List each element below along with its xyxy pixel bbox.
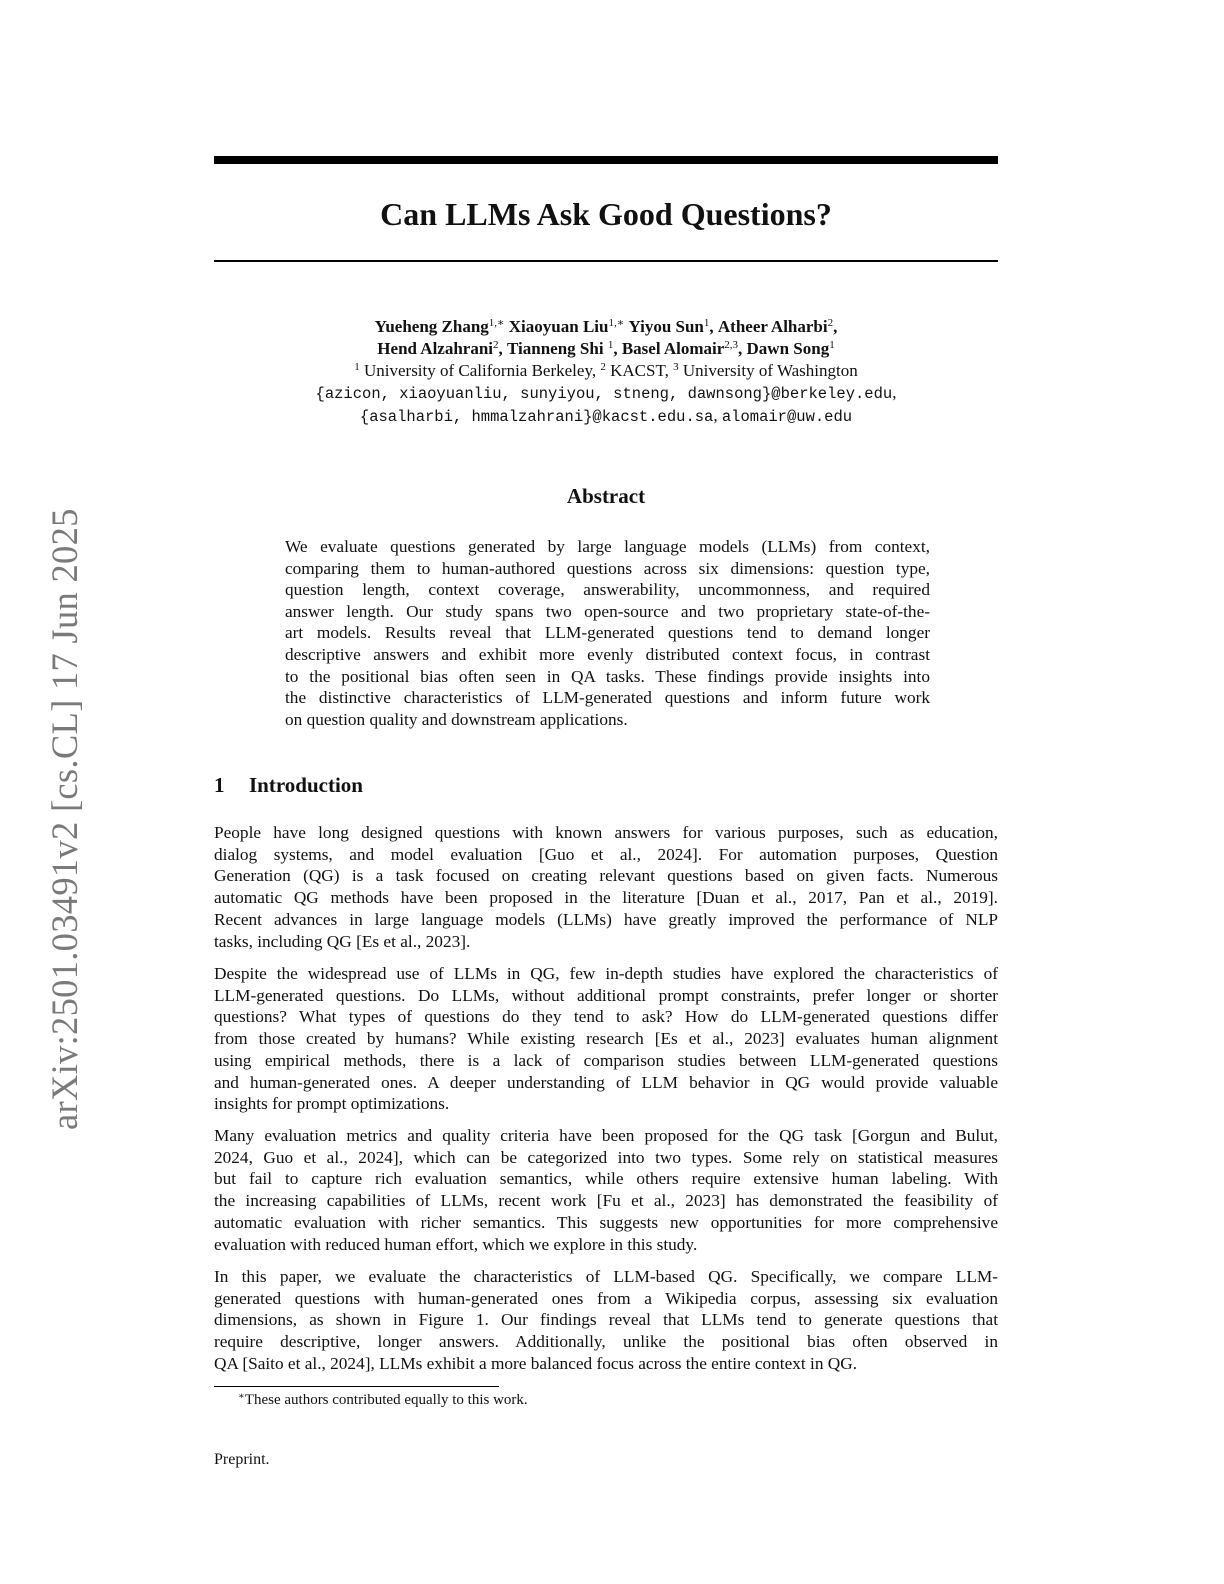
intro-paragraph-line: the increasing capabilities of LLMs, recent work [Fu et al., 2023] has demonstrated the feasibility of bbox=[214, 1191, 998, 1211]
author-block bbox=[214, 316, 998, 428]
author-sup: 2,3 bbox=[724, 339, 739, 351]
author-sup: 2 bbox=[827, 317, 834, 329]
intro-paragraph-2 bbox=[214, 963, 998, 1115]
affiliation-sup: 1 bbox=[354, 361, 360, 373]
abstract-line: descriptive answers and exhibit more evenly distributed context focus, in contrast bbox=[285, 644, 930, 664]
author-sup: 1 bbox=[607, 339, 614, 351]
intro-paragraph-line: dimensions, as shown in Figure 1. Our findings reveal that LLMs tend to generate questions that bbox=[214, 1310, 998, 1330]
intro-paragraph-line: Generation (QG) is a task focused on creating relevant questions based on given facts. Numerous bbox=[214, 866, 998, 886]
arxiv-identifier: arXiv:2501.03491v2 [cs.CL] 17 Jun 2025 bbox=[44, 508, 85, 1130]
section-number: 1 bbox=[214, 773, 225, 797]
intro-paragraph-line: automatic QG methods have been proposed in the literature [Duan et al., 2017, Pan et al., 2019]. bbox=[214, 888, 998, 908]
email-address[interactable]: {azicon, xiaoyuanliu, sunyiyou, stneng, dawnsong}@berkeley.edu bbox=[315, 385, 893, 403]
intro-paragraph-line: but fail to capture rich evaluation semantics, while others require extensive human labeling. With bbox=[214, 1169, 998, 1189]
intro-paragraph-line: People have long designed questions with known answers for various purposes, such as education, bbox=[214, 823, 998, 842]
intro-paragraph-line: insights for prompt optimizations. bbox=[214, 1094, 450, 1114]
footnote-text: These authors contributed equally to this work. bbox=[244, 1392, 528, 1408]
affiliation-text: University of Washington bbox=[682, 361, 858, 380]
abstract-line: question length, context coverage, answerability, uncommonness, and required bbox=[285, 580, 930, 600]
intro-paragraph-3 bbox=[214, 1125, 998, 1255]
author-sup: 1,∗ bbox=[608, 317, 625, 329]
author-name: Dawn Song bbox=[746, 339, 830, 358]
abstract-line: comparing them to human-authored questions across six dimensions: question type, bbox=[285, 558, 930, 578]
footnote-rule bbox=[214, 1386, 499, 1387]
section-heading-introduction bbox=[214, 772, 998, 798]
email-line-1: {azicon, xiaoyuanliu, sunyiyou, stneng, dawnsong}@berkeley.edu, bbox=[315, 383, 897, 403]
intro-paragraph-line: and human-generated ones. A deeper understanding of LLM behavior in QG would provide valuable bbox=[214, 1072, 998, 1092]
email-address[interactable]: {asalharbi, hmmalzahrani}@kacst.edu.sa bbox=[359, 408, 714, 426]
author-name: Xiaoyuan Liu bbox=[508, 317, 609, 336]
intro-paragraph-line: LLM-generated questions. Do LLMs, without additional prompt constraints, prefer longer or shorter bbox=[214, 985, 998, 1005]
intro-paragraph-line: require descriptive, longer answers. Additionally, unlike the positional bias often observed in bbox=[214, 1332, 998, 1352]
intro-paragraph-line: using empirical methods, there is a lack of comparison studies between LLM-generated questions bbox=[214, 1050, 998, 1070]
abstract-line: art models. Results reveal that LLM-generated questions tend to demand longer bbox=[285, 623, 930, 643]
author-name: Basel Alomair bbox=[621, 339, 725, 358]
title-top-rule bbox=[214, 156, 998, 164]
intro-paragraph-line: generated questions with human-generated ones from a Wikipedia corpus, assessing six evaluation bbox=[214, 1288, 998, 1308]
preprint-label: Preprint. bbox=[214, 1451, 270, 1468]
intro-paragraph-4 bbox=[214, 1266, 998, 1375]
author-name: Yiyou Sun bbox=[628, 317, 704, 336]
intro-paragraph-line: tasks, including QG [Es et al., 2023]. bbox=[214, 931, 471, 951]
section-title: Introduction bbox=[249, 773, 363, 797]
abstract-line: We evaluate questions generated by large language models (LLMs) from context, bbox=[285, 537, 930, 556]
abstract-line: to the positional bias often seen in QA tasks. These findings provide insights into bbox=[285, 666, 930, 686]
abstract-body bbox=[285, 536, 930, 730]
intro-paragraph-line: Many evaluation metrics and quality criteria have been proposed for the QG task [Gorgun and Bulut, bbox=[214, 1126, 998, 1145]
intro-paragraph-line: Despite the widespread use of LLMs in QG, few in-depth studies have explored the characteristics of bbox=[214, 964, 998, 983]
footnote-mark: ∗ bbox=[238, 1391, 245, 1402]
author-name: Atheer Alharbi bbox=[717, 317, 828, 336]
author-sup: 2 bbox=[493, 339, 499, 351]
intro-paragraph-line: automatic evaluation with richer semantics. This suggests new opportunities for more comprehensive bbox=[214, 1212, 998, 1232]
intro-paragraph-line: QA [Saito et al., 2024], LLMs exhibit a more balanced focus across the entire context in QG. bbox=[214, 1353, 858, 1373]
author-line-2: Hend Alzahrani$^2$, Tianneng Shi $^1$, Basel Alomair$^{2,3}$, Dawn Song$^1$ bbox=[377, 339, 835, 358]
author-name: Yueheng Zhang bbox=[374, 317, 489, 336]
author-name: Hend Alzahrani bbox=[377, 339, 494, 358]
abstract-heading: Abstract bbox=[566, 484, 646, 508]
paper-title: Can LLMs Ask Good Questions? bbox=[380, 196, 832, 232]
affiliation-text: KACST, bbox=[610, 361, 669, 380]
author-sup: 1 bbox=[829, 339, 835, 351]
author-name: Tianneng Shi bbox=[507, 339, 604, 358]
affiliations bbox=[214, 360, 998, 382]
affiliation-text: University of California Berkeley, bbox=[363, 361, 597, 380]
footnote bbox=[238, 1390, 528, 1410]
author-sup: 1 bbox=[703, 317, 710, 329]
intro-paragraph-line: evaluation with reduced human effort, which we explore in this study. bbox=[214, 1234, 698, 1254]
author-sup: 1,∗ bbox=[488, 317, 505, 329]
affiliation-sup: 2 bbox=[600, 361, 606, 373]
author-line-1: Yueheng Zhang$^{1,∗}$ Xiaoyuan Liu$^{1,∗}$ Yiyou Sun$^1$, Atheer Alharbi$^2$, bbox=[374, 317, 838, 336]
affiliation-sup: 3 bbox=[673, 361, 679, 373]
intro-paragraph-line: Recent advances in large language models (LLMs) have greatly improved the performance of NLP bbox=[214, 909, 998, 929]
email-address[interactable]: alomair@uw.edu bbox=[721, 408, 853, 426]
abstract-line: on question quality and downstream applications. bbox=[285, 709, 628, 729]
title-bottom-rule bbox=[214, 260, 998, 262]
abstract-line: the distinctive characteristics of LLM-generated questions and inform future work bbox=[285, 688, 930, 708]
intro-paragraph-line: 2024, Guo et al., 2024], which can be categorized into two types. Some rely on statistical measures bbox=[214, 1147, 998, 1167]
abstract-line: answer length. Our study spans two open-source and two proprietary state-of-the- bbox=[285, 601, 930, 621]
intro-paragraph-line: In this paper, we evaluate the characteristics of LLM-based QG. Specifically, we compare LLM- bbox=[214, 1267, 998, 1286]
intro-paragraph-line: questions? What types of questions do they tend to ask? How do LLM-generated questions differ bbox=[214, 1007, 998, 1027]
intro-paragraph-line: from those created by humans? While existing research [Es et al., 2023] evaluates human alignment bbox=[214, 1029, 998, 1049]
arxiv-sidebar bbox=[40, 440, 90, 1130]
email-line-2: {asalharbi, hmmalzahrani}@kacst.edu.sa, alomair@uw.edu bbox=[359, 406, 853, 426]
intro-paragraph-1 bbox=[214, 822, 998, 952]
intro-paragraph-line: dialog systems, and model evaluation [Guo et al., 2024]. For automation purposes, Question bbox=[214, 844, 998, 864]
